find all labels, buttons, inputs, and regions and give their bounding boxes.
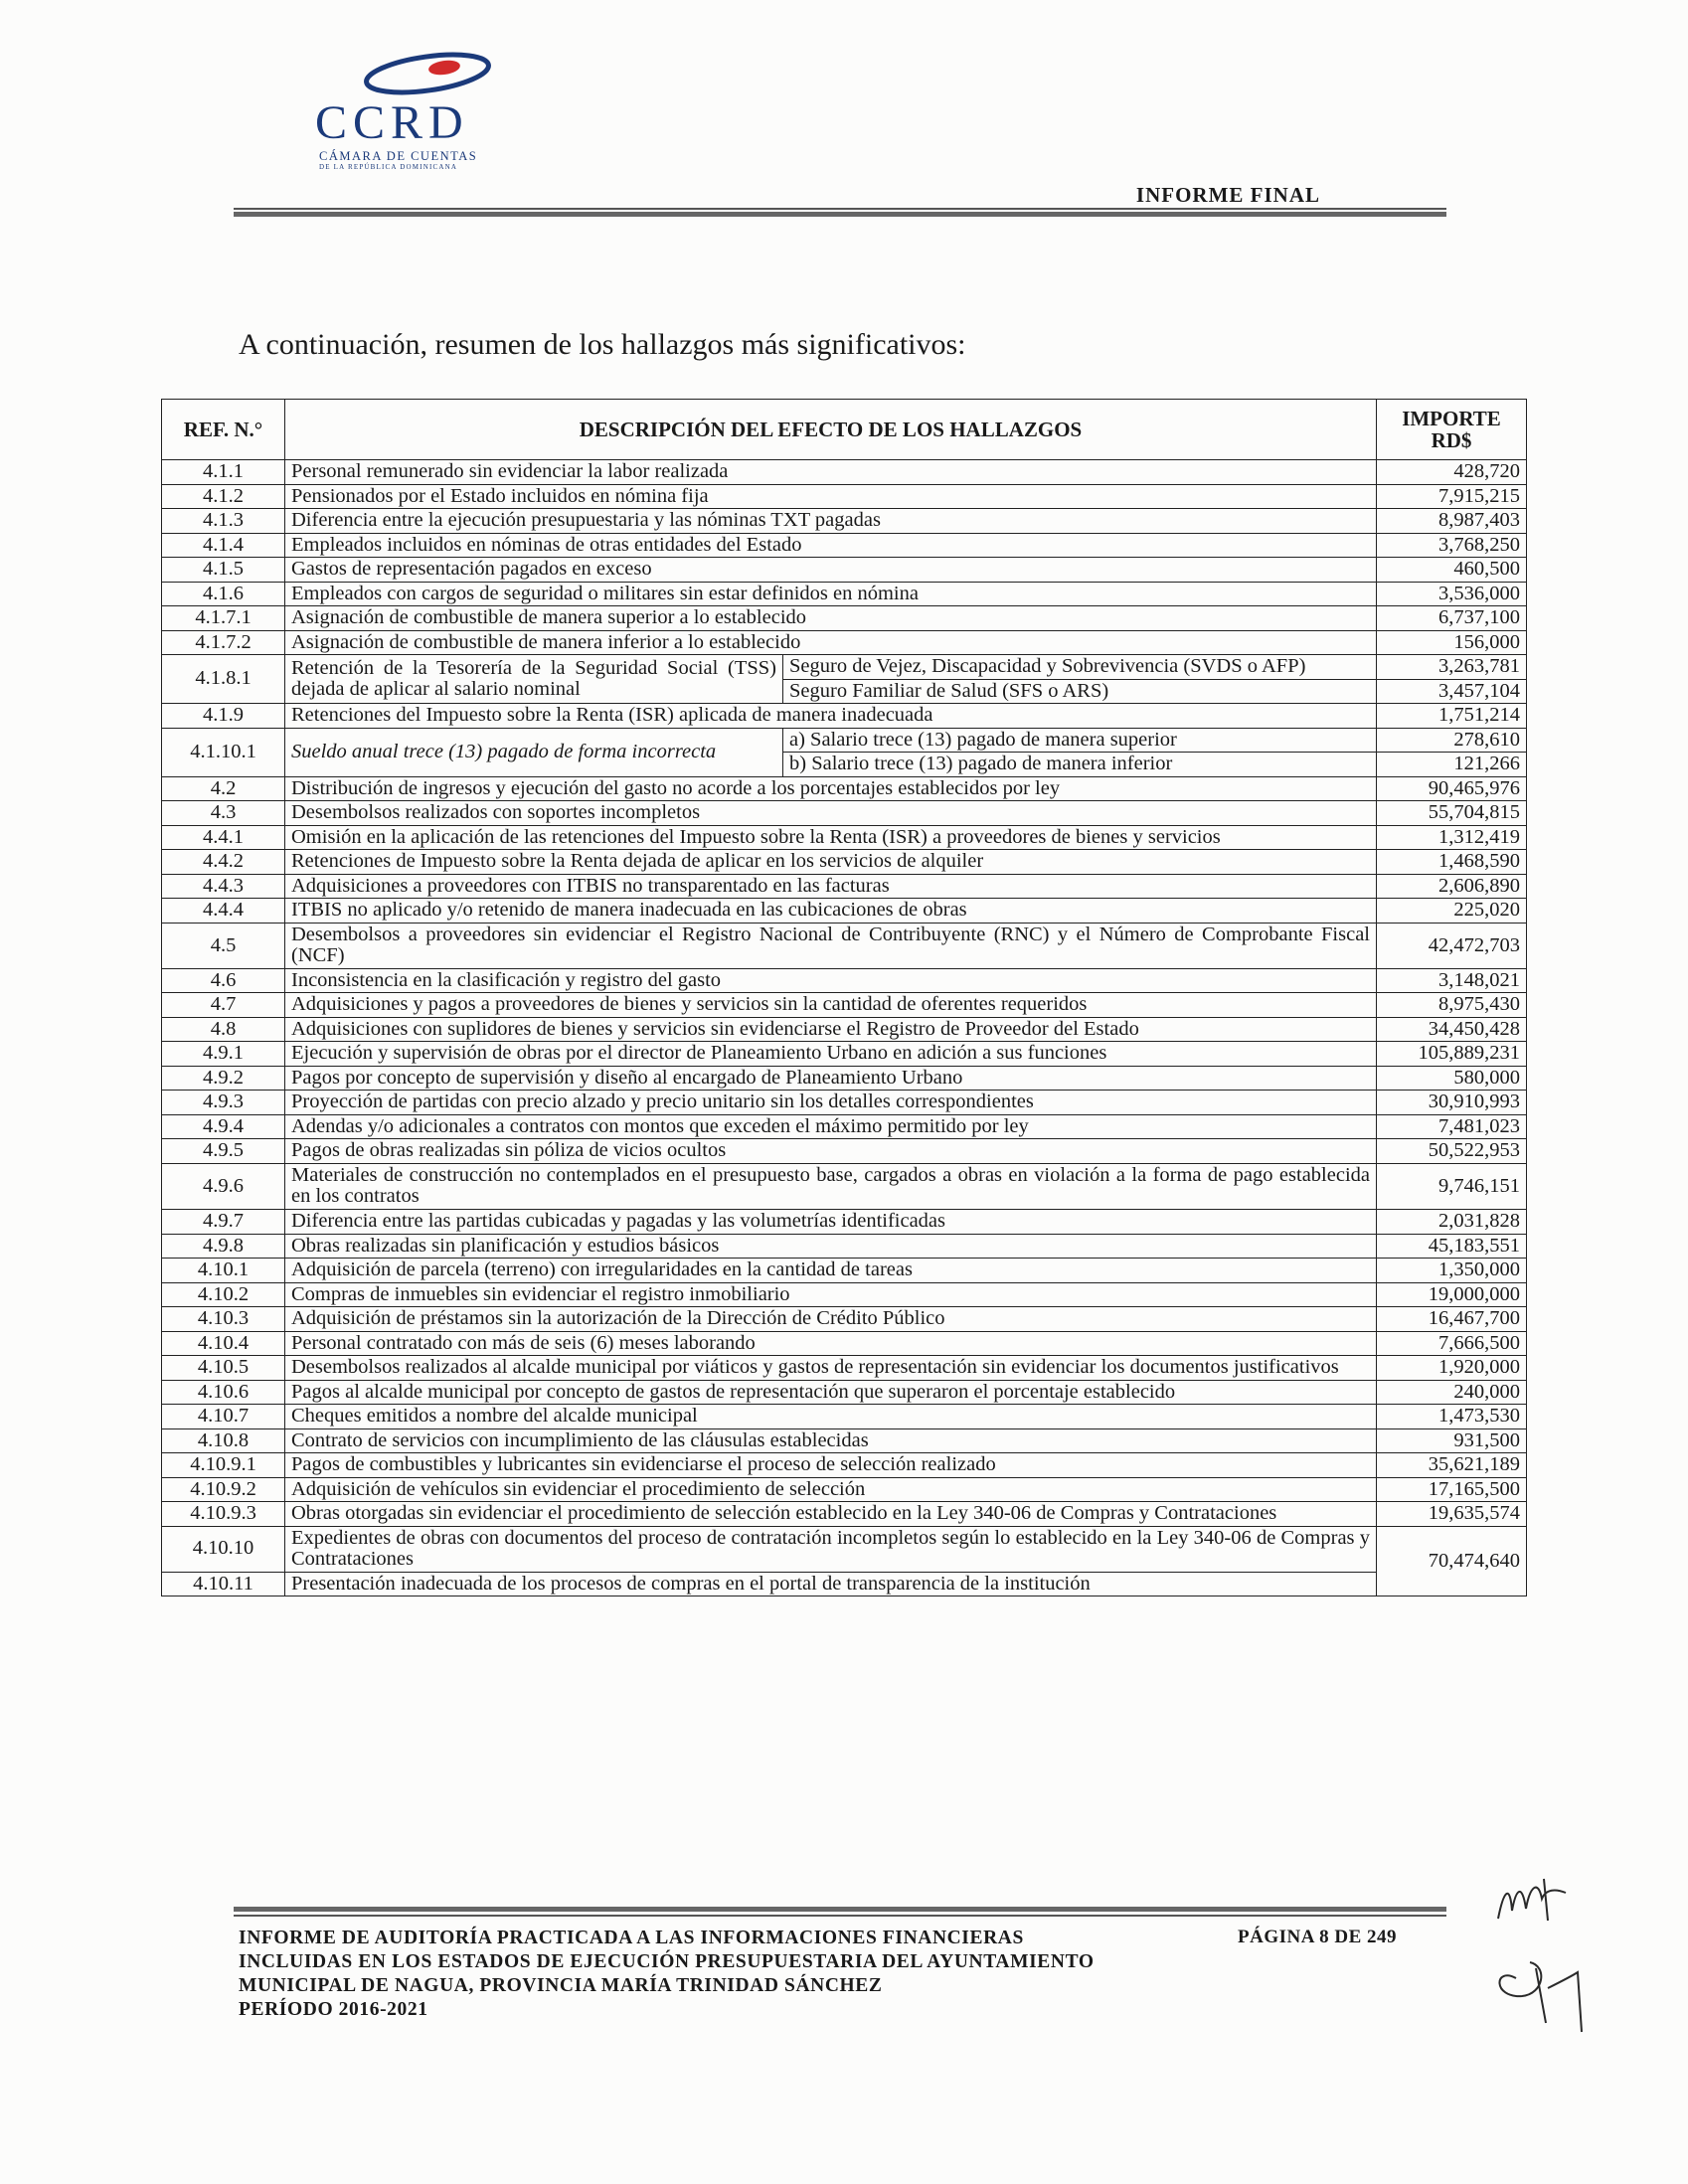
table-row xyxy=(162,460,1527,485)
footer-line: INCLUIDAS EN LOS ESTADOS DE EJECUCIÓN PRESUPUESTARIA DEL AYUNTAMIENTO xyxy=(239,1951,1095,1972)
table-row xyxy=(162,509,1527,534)
row-description: Personal contratado con más de seis (6) meses laborando xyxy=(285,1331,1377,1356)
table-row xyxy=(162,825,1527,850)
row-amount: 3,457,104 xyxy=(1377,679,1527,704)
row-description: Desembolsos realizados con soportes incompletos xyxy=(285,801,1377,826)
row-ref: 4.1.6 xyxy=(162,582,285,606)
footer-line: PERÍODO 2016-2021 xyxy=(239,1999,428,2020)
table-row xyxy=(162,1526,1527,1572)
row-ref: 4.1.1 xyxy=(162,460,285,485)
row-ref: 4.10.1 xyxy=(162,1259,285,1283)
row-description: Desembolsos realizados al alcalde municipal por viáticos y gastos de representación sin evidenciar los documentos justificativos xyxy=(285,1356,1377,1381)
table-row xyxy=(162,899,1527,924)
row-amount: 8,987,403 xyxy=(1377,509,1527,534)
table-row xyxy=(162,1405,1527,1429)
row-ref: 4.10.6 xyxy=(162,1380,285,1405)
row-amount: 55,704,815 xyxy=(1377,801,1527,826)
header-rule-thick xyxy=(234,212,1446,217)
row-amount: 1,312,419 xyxy=(1377,825,1527,850)
row-description: Inconsistencia en la clasificación y registro del gasto xyxy=(285,968,1377,993)
row-description: Cheques emitidos a nombre del alcalde municipal xyxy=(285,1405,1377,1429)
row-amount: 2,606,890 xyxy=(1377,874,1527,899)
row-description: Asignación de combustible de manera inferior a lo establecido xyxy=(285,630,1377,655)
row-amount: 7,666,500 xyxy=(1377,1331,1527,1356)
table-row xyxy=(162,1282,1527,1307)
row-ref: 4.10.11 xyxy=(162,1572,285,1596)
row-ref: 4.1.4 xyxy=(162,533,285,558)
row-description: Pagos por concepto de supervisión y diseño al encargado de Planeamiento Urbano xyxy=(285,1066,1377,1091)
table-row xyxy=(162,1380,1527,1405)
row-ref: 4.9.1 xyxy=(162,1042,285,1067)
row-amount: 931,500 xyxy=(1377,1428,1527,1453)
table-row xyxy=(162,1139,1527,1164)
row-description: Pagos de combustibles y lubricantes sin evidenciarse el proceso de selección realizado xyxy=(285,1453,1377,1478)
row-ref: 4.9.7 xyxy=(162,1209,285,1234)
row-description: Personal remunerado sin evidenciar la labor realizada xyxy=(285,460,1377,485)
row-amount: 90,465,976 xyxy=(1377,776,1527,801)
row-description: Materiales de construcción no contemplados en el presupuesto base, cargados a obras en violación a la forma de pago establecida en los contratos xyxy=(285,1163,1377,1209)
table-row xyxy=(162,850,1527,875)
row-amount: 105,889,231 xyxy=(1377,1042,1527,1067)
row-amount: 7,915,215 xyxy=(1377,484,1527,509)
footer-rule-thin xyxy=(234,1915,1446,1917)
header-amount: IMPORTE RD$ xyxy=(1377,400,1527,460)
row-description: Retención de la Tesorería de la Seguridad Social (TSS) dejada de aplicar al salario nominal xyxy=(285,655,783,704)
row-ref: 4.10.9.3 xyxy=(162,1502,285,1527)
row-amount: 3,148,021 xyxy=(1377,968,1527,993)
row-amount: 8,975,430 xyxy=(1377,993,1527,1018)
row-description: Compras de inmuebles sin evidenciar el registro inmobiliario xyxy=(285,1282,1377,1307)
row-description: Adquisiciones y pagos a proveedores de bienes y servicios sin la cantidad de oferentes requeridos xyxy=(285,993,1377,1018)
row-description: Omisión en la aplicación de las retenciones del Impuesto sobre la Renta (ISR) a proveedores de bienes y servicios xyxy=(285,825,1377,850)
row-amount: 16,467,700 xyxy=(1377,1307,1527,1332)
row-amount: 35,621,189 xyxy=(1377,1453,1527,1478)
row-amount: 1,751,214 xyxy=(1377,704,1527,729)
table-row xyxy=(162,993,1527,1018)
row-amount: 240,000 xyxy=(1377,1380,1527,1405)
row-amount: 2,031,828 xyxy=(1377,1209,1527,1234)
ccrd-logo xyxy=(303,48,562,177)
row-amount: 121,266 xyxy=(1377,753,1527,777)
row-ref: 4.5 xyxy=(162,923,285,968)
table-row xyxy=(162,1259,1527,1283)
row-ref: 4.1.8.1 xyxy=(162,655,285,704)
row-ref: 4.9.5 xyxy=(162,1139,285,1164)
row-amount: 3,536,000 xyxy=(1377,582,1527,606)
header-description: DESCRIPCIÓN DEL EFECTO DE LOS HALLAZGOS xyxy=(285,400,1377,460)
row-ref: 4.10.5 xyxy=(162,1356,285,1381)
table-row xyxy=(162,923,1527,968)
sub-description: b) Salario trece (13) pagado de manera inferior xyxy=(783,753,1377,777)
row-description: Ejecución y supervisión de obras por el director de Planeamiento Urbano en adición a sus funciones xyxy=(285,1042,1377,1067)
row-description: Adquisición de préstamos sin la autorización de la Dirección de Crédito Público xyxy=(285,1307,1377,1332)
row-ref: 4.6 xyxy=(162,968,285,993)
footer-line: INFORME DE AUDITORÍA PRACTICADA A LAS INFORMACIONES FINANCIERAS xyxy=(239,1928,1024,1948)
row-description: Gastos de representación pagados en exceso xyxy=(285,558,1377,583)
row-description: Obras realizadas sin planificación y estudios básicos xyxy=(285,1234,1377,1259)
row-description: Pagos de obras realizadas sin póliza de vicios ocultos xyxy=(285,1139,1377,1164)
row-amount: 1,920,000 xyxy=(1377,1356,1527,1381)
footer-title xyxy=(239,1927,1133,2022)
page-number: PÁGINA 8 DE 249 xyxy=(1238,1927,1398,1947)
row-description: Retenciones de Impuesto sobre la Renta dejada de aplicar en los servicios de alquiler xyxy=(285,850,1377,875)
table-row xyxy=(162,630,1527,655)
row-description: Adquisición de parcela (terreno) con irregularidades en la cantidad de tareas xyxy=(285,1259,1377,1283)
table-row xyxy=(162,1163,1527,1209)
row-ref: 4.1.3 xyxy=(162,509,285,534)
row-description: Desembolsos a proveedores sin evidenciar el Registro Nacional de Contribuyente (RNC) y el Número de Comprobante Fiscal (NCF) xyxy=(285,923,1377,968)
header-label: INFORME FINAL xyxy=(1135,183,1320,207)
row-amount: 460,500 xyxy=(1377,558,1527,583)
row-description: Pagos al alcalde municipal por concepto de gastos de representación que superaron el porcentaje establecido xyxy=(285,1380,1377,1405)
row-ref: 4.9.3 xyxy=(162,1091,285,1115)
table-row xyxy=(162,728,1527,753)
header-rule-thin xyxy=(234,208,1446,210)
row-ref: 4.3 xyxy=(162,801,285,826)
table-row xyxy=(162,1017,1527,1042)
row-ref: 4.1.9 xyxy=(162,704,285,729)
row-ref: 4.9.6 xyxy=(162,1163,285,1209)
row-description: Contrato de servicios con incumplimiento de las cláusulas establecidas xyxy=(285,1428,1377,1453)
table-row xyxy=(162,558,1527,583)
row-ref: 4.7 xyxy=(162,993,285,1018)
table-row xyxy=(162,1356,1527,1381)
table-row xyxy=(162,1234,1527,1259)
table-row xyxy=(162,1572,1527,1596)
row-ref: 4.4.4 xyxy=(162,899,285,924)
row-ref: 4.1.7.2 xyxy=(162,630,285,655)
row-amount: 45,183,551 xyxy=(1377,1234,1527,1259)
table-row xyxy=(162,1453,1527,1478)
row-ref: 4.10.10 xyxy=(162,1526,285,1572)
table-row xyxy=(162,1042,1527,1067)
row-amount: 70,474,640 xyxy=(1377,1526,1527,1596)
row-ref: 4.2 xyxy=(162,776,285,801)
table-row xyxy=(162,1307,1527,1332)
table-row xyxy=(162,484,1527,509)
table-row xyxy=(162,1428,1527,1453)
row-description: Empleados con cargos de seguridad o militares sin estar definidos en nómina xyxy=(285,582,1377,606)
footer-rule-thick xyxy=(234,1907,1446,1912)
logo-acronym: CCRD xyxy=(315,96,469,149)
table-row xyxy=(162,582,1527,606)
ccrd-emblem-icon xyxy=(353,48,502,102)
row-ref: 4.1.2 xyxy=(162,484,285,509)
row-ref: 4.8 xyxy=(162,1017,285,1042)
handwritten-initials xyxy=(1486,1849,1625,2048)
table-row xyxy=(162,1477,1527,1502)
table-row xyxy=(162,533,1527,558)
row-amount: 1,473,530 xyxy=(1377,1405,1527,1429)
row-amount: 19,000,000 xyxy=(1377,1282,1527,1307)
table-row xyxy=(162,1502,1527,1527)
row-amount: 3,768,250 xyxy=(1377,533,1527,558)
row-description: Distribución de ingresos y ejecución del gasto no acorde a los porcentajes establecidos por ley xyxy=(285,776,1377,801)
row-description: Expedientes de obras con documentos del proceso de contratación incompletos según lo establecido en la Ley 340-06 de Compras y Contrataciones xyxy=(285,1526,1377,1572)
row-ref: 4.1.7.1 xyxy=(162,606,285,631)
row-amount: 428,720 xyxy=(1377,460,1527,485)
row-ref: 4.9.2 xyxy=(162,1066,285,1091)
row-amount: 1,468,590 xyxy=(1377,850,1527,875)
logo-line-1: CÁMARA DE CUENTAS xyxy=(319,149,478,163)
row-description: Obras otorgadas sin evidenciar el procedimiento de selección establecido en la Ley 340-06 de Compras y Contrataciones xyxy=(285,1502,1377,1527)
table-row xyxy=(162,776,1527,801)
row-ref: 4.10.4 xyxy=(162,1331,285,1356)
row-amount: 156,000 xyxy=(1377,630,1527,655)
table-header-row xyxy=(162,400,1527,460)
row-description: Proyección de partidas con precio alzado y precio unitario sin los detalles correspondientes xyxy=(285,1091,1377,1115)
row-amount: 3,263,781 xyxy=(1377,655,1527,680)
sub-description: a) Salario trece (13) pagado de manera superior xyxy=(783,728,1377,753)
row-description: Diferencia entre las partidas cubicadas y pagadas y las volumetrías identificadas xyxy=(285,1209,1377,1234)
table-row xyxy=(162,1331,1527,1356)
row-ref: 4.4.1 xyxy=(162,825,285,850)
table-row xyxy=(162,704,1527,729)
row-description: Adquisiciones a proveedores con ITBIS no transparentado en las facturas xyxy=(285,874,1377,899)
table-row xyxy=(162,1114,1527,1139)
sub-description: Seguro de Vejez, Discapacidad y Sobrevivencia (SVDS o AFP) xyxy=(783,655,1377,680)
row-amount: 1,350,000 xyxy=(1377,1259,1527,1283)
row-description: Diferencia entre la ejecución presupuestaria y las nóminas TXT pagadas xyxy=(285,509,1377,534)
sub-description: Seguro Familiar de Salud (SFS o ARS) xyxy=(783,679,1377,704)
table-row xyxy=(162,1209,1527,1234)
row-amount: 50,522,953 xyxy=(1377,1139,1527,1164)
row-description: Adendas y/o adicionales a contratos con montos que exceden el máximo permitido por ley xyxy=(285,1114,1377,1139)
row-ref: 4.10.9.2 xyxy=(162,1477,285,1502)
row-description: Pensionados por el Estado incluidos en nómina fija xyxy=(285,484,1377,509)
row-ref: 4.1.5 xyxy=(162,558,285,583)
table-row xyxy=(162,1066,1527,1091)
row-amount: 17,165,500 xyxy=(1377,1477,1527,1502)
table-row xyxy=(162,968,1527,993)
row-amount: 9,746,151 xyxy=(1377,1163,1527,1209)
row-amount: 42,472,703 xyxy=(1377,923,1527,968)
row-ref: 4.10.9.1 xyxy=(162,1453,285,1478)
row-ref: 4.10.8 xyxy=(162,1428,285,1453)
row-description: Adquisición de vehículos sin evidenciar el procedimiento de selección xyxy=(285,1477,1377,1502)
logo-line-2: DE LA REPÚBLICA DOMINICANA xyxy=(319,163,458,171)
footer-line: MUNICIPAL DE NAGUA, PROVINCIA MARÍA TRINIDAD SÁNCHEZ xyxy=(239,1975,883,1996)
row-amount: 34,450,428 xyxy=(1377,1017,1527,1042)
findings-table xyxy=(161,399,1527,1596)
row-amount: 30,910,993 xyxy=(1377,1091,1527,1115)
row-amount: 580,000 xyxy=(1377,1066,1527,1091)
row-amount: 19,635,574 xyxy=(1377,1502,1527,1527)
row-ref: 4.4.2 xyxy=(162,850,285,875)
row-ref: 4.10.2 xyxy=(162,1282,285,1307)
table-row xyxy=(162,874,1527,899)
row-ref: 4.9.8 xyxy=(162,1234,285,1259)
row-description: Asignación de combustible de manera superior a lo establecido xyxy=(285,606,1377,631)
row-description: Empleados incluidos en nóminas de otras entidades del Estado xyxy=(285,533,1377,558)
row-ref: 4.4.3 xyxy=(162,874,285,899)
header-ref: REF. N.° xyxy=(162,400,285,460)
row-description: Retenciones del Impuesto sobre la Renta (ISR) aplicada de manera inadecuada xyxy=(285,704,1377,729)
intro-text: A continuación, resumen de los hallazgos más significativos: xyxy=(239,328,966,361)
table-row xyxy=(162,655,1527,680)
row-description: ITBIS no aplicado y/o retenido de manera inadecuada en las cubicaciones de obras xyxy=(285,899,1377,924)
row-amount: 278,610 xyxy=(1377,728,1527,753)
row-description: Sueldo anual trece (13) pagado de forma incorrecta xyxy=(285,728,783,776)
table-row xyxy=(162,606,1527,631)
row-ref: 4.1.10.1 xyxy=(162,728,285,776)
row-description: Adquisiciones con suplidores de bienes y servicios sin evidenciarse el Registro de Proveedor del Estado xyxy=(285,1017,1377,1042)
table-row xyxy=(162,801,1527,826)
row-amount: 6,737,100 xyxy=(1377,606,1527,631)
row-ref: 4.9.4 xyxy=(162,1114,285,1139)
row-amount: 7,481,023 xyxy=(1377,1114,1527,1139)
row-ref: 4.10.3 xyxy=(162,1307,285,1332)
row-ref: 4.10.7 xyxy=(162,1405,285,1429)
row-amount: 225,020 xyxy=(1377,899,1527,924)
row-description: Presentación inadecuada de los procesos de compras en el portal de transparencia de la institución xyxy=(285,1572,1377,1596)
table-row xyxy=(162,1091,1527,1115)
